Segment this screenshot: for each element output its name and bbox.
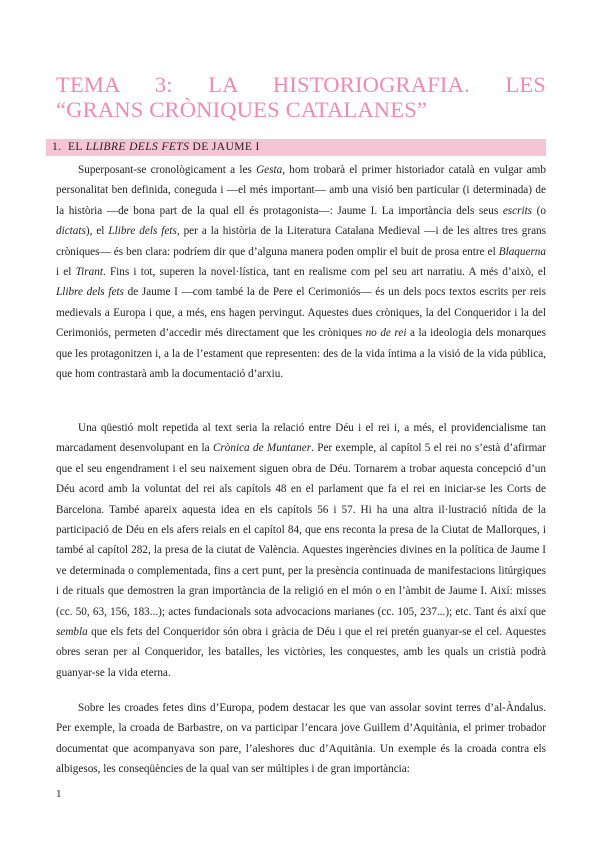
body-text: Superposant-se cronològicament a les [78, 164, 257, 176]
paragraph-2 [56, 418, 546, 683]
italic-text: sembla [56, 626, 88, 639]
italic-text: Llibre dels fets [56, 286, 124, 299]
body-text: de Jaume I —com també la de Pere el Cerimoniós— és un dels pocs textos escrits per reis medievals a Europa i que, a més, ens hagen pervingut. Aquestes dues cròniques, la del Conqueridor i la del Cerimoniós, permeten d’accedir més directament que les cròniques [56, 286, 546, 340]
body-text: i el [56, 266, 76, 279]
body-text: Una qüestió molt repetida al text seria la relació entre Déu i el rei i, a més, el providencialisme tan marcadament desenvolupant en la [56, 422, 546, 455]
body-text: ), el [85, 225, 109, 238]
section-title-post: DE JAUME I [192, 141, 260, 153]
italic-text: Gesta [256, 164, 283, 176]
italic-text: Tirant [75, 266, 103, 279]
italic-text: Crònica de Muntaner [212, 442, 312, 455]
paragraph-3 [56, 698, 546, 780]
body-text: , per a la història de la Literatura Catalana Medieval —i de les altres tres grans cròniques— és ben clara: podríem dir que d’alguna manera poden omplir el buit de prosa entre el [56, 225, 546, 258]
italic-text: no de rei [365, 327, 407, 340]
italic-text: Blaquerna [498, 245, 546, 258]
body-text: a la ideologia dels monarques que les protagonitzen i, a la de l’estament que representen: des de la vida íntima a la visió de la vida pública, que hom contrastarà amb la documentació d’arxiu. [56, 327, 547, 381]
body-text: (o [532, 204, 546, 217]
section-title-pre: EL [68, 141, 83, 153]
italic-text: dictats [56, 225, 86, 238]
page-title [56, 72, 546, 122]
page-number: 1 [56, 788, 62, 800]
title-line-1: TEMA 3: LA HISTORIOGRAFIA. LES [56, 72, 546, 97]
body-text: Sobre les croades fetes dins d’Europa, podem destacar les que van assolar sovint terres d’al-Àndalus. Per exemple, la croada de Barbastre, on va participar l’encara jove Guillem d’Aquitània, el primer trobador documentat que acompanyava son pare, l’aleshores duc d’Aquitània. Un exemple és la croada contra els albigesos, les conseqüències de la qual van ser múltiples i de gran importància: [56, 702, 546, 776]
section-number: 1. [52, 141, 62, 153]
title-line-2: “GRANS CRÒNIQUES CATALANES” [56, 97, 428, 122]
body-text: que els fets del Conqueridor són obra i gràcia de Déu i que el rei pretén guanyar-se el cel. Aquestes obres seran per al Conqueridor, les batalles, les victòries, les conquestes, amb les quals un cristià podrà guanyar-se la vida eterna. [56, 626, 546, 679]
body-text: , hom trobarà el primer historiador català en vulgar amb personalitat ben definida, coneguda i —el més important— amb una visió ben particular (i determinada) de la història —de bona part de la qual ell és protagonista—: Jaume I. La importància dels seus [56, 164, 546, 217]
paragraph-1 [56, 160, 546, 384]
section-heading [52, 140, 260, 155]
italic-text: Llibre dels fets [108, 225, 177, 238]
italic-text: escrits [502, 204, 533, 217]
body-text: . Fins i tot, superen la novel·lística, tant en realisme com pel seu art narratiu. A més d’això, el [102, 266, 546, 279]
section-title-italic: LLIBRE DELS FETS [85, 141, 190, 153]
body-text: . Per exemple, al capítol 5 el rei no s’està d’afirmar que el seu engendrament i el seu naixement siguen obra de Déu. Tornarem a trobar aquesta concepció d’un Déu acord amb la voluntat del rei als capítols 48 en el parlament que fa el rei en iniciar-se les Corts de Barcelona. També apareix aquesta idea en els capítols 56 i 57. Hi ha una altra il·lustració nítida de la participació de Déu en els afers reials en el capítol 84, que ens reconta la presa de la Ciutat de Mallorques, i també al capítol 282, la presa de la ciutat de València. Aquestes ingerències divines en la política de Jaume I ve determinada o complementada, fins a cert punt, per la presència continuada de manifestacions litúrgiques i de rituals que demostren la gran importància de la religió en el món o en l’àmbit de Jaume I. Així: misses (cc. 50, 63, 156, 183...); actes fundacionals sota advocacions marianes (cc. 105, 237...); etc. Tant és així que [56, 442, 546, 618]
